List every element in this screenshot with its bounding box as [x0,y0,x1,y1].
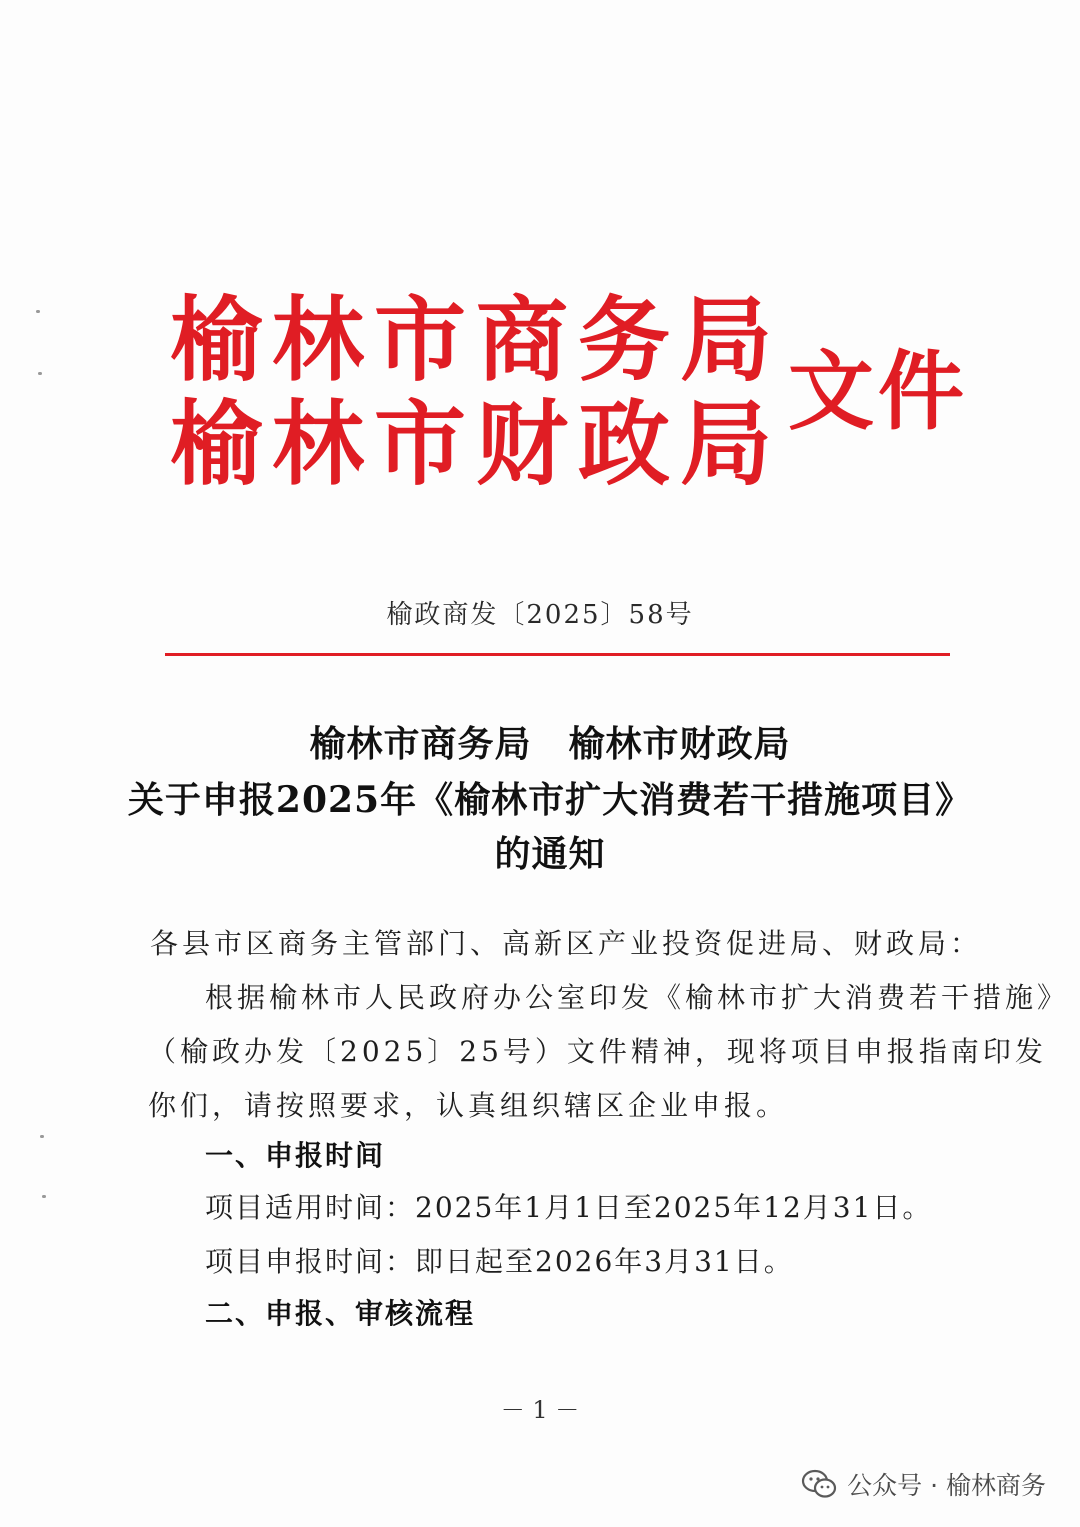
red-separator-line [165,653,950,656]
title-line-2: 关于申报2025年《榆林市扩大消费若干措施项目》 [127,779,973,821]
wechat-icon [801,1469,837,1499]
paragraph-line: 根据榆林市人民政府办公室印发《榆林市扩大消费若干措施》 [205,981,1070,1014]
page-number: － 1 － [500,1396,580,1424]
paragraph-line: 你们，请按照要求，认真组织辖区企业申报。 [148,1089,789,1122]
document-label: 文件 [788,341,968,442]
scan-speck [42,1195,46,1198]
scan-speck [40,1135,44,1138]
watermark-text: 公众号 · 榆林商务 [847,1471,1046,1500]
title-line-1: 榆林市商务局 榆林市财政局 [309,723,791,765]
salutation: 各县市区商务主管部门、高新区产业投资促进局、财政局： [150,927,983,960]
paragraph-line: （榆政办发〔2025〕25号）文件精神，现将项目申报指南印发 [148,1035,1047,1068]
wechat-watermark [801,1464,1046,1504]
application-period: 项目申报时间：即日起至2026年3月31日。 [205,1245,794,1278]
scan-speck [36,310,40,313]
issuer-finance-bureau: 榆林市财政局 [170,390,783,498]
section-heading-time: 一、申报时间 [205,1139,386,1172]
section-heading-process: 二、申报、审核流程 [205,1297,476,1330]
applicable-period: 项目适用时间：2025年1月1日至2025年12月31日。 [205,1191,933,1224]
document-number: 榆政商发〔2025〕58号 [386,600,694,630]
scan-speck [38,372,42,375]
red-header [170,286,970,500]
title-line-3: 的通知 [494,833,606,875]
issuer-commerce-bureau: 榆林市商务局 [170,286,783,394]
